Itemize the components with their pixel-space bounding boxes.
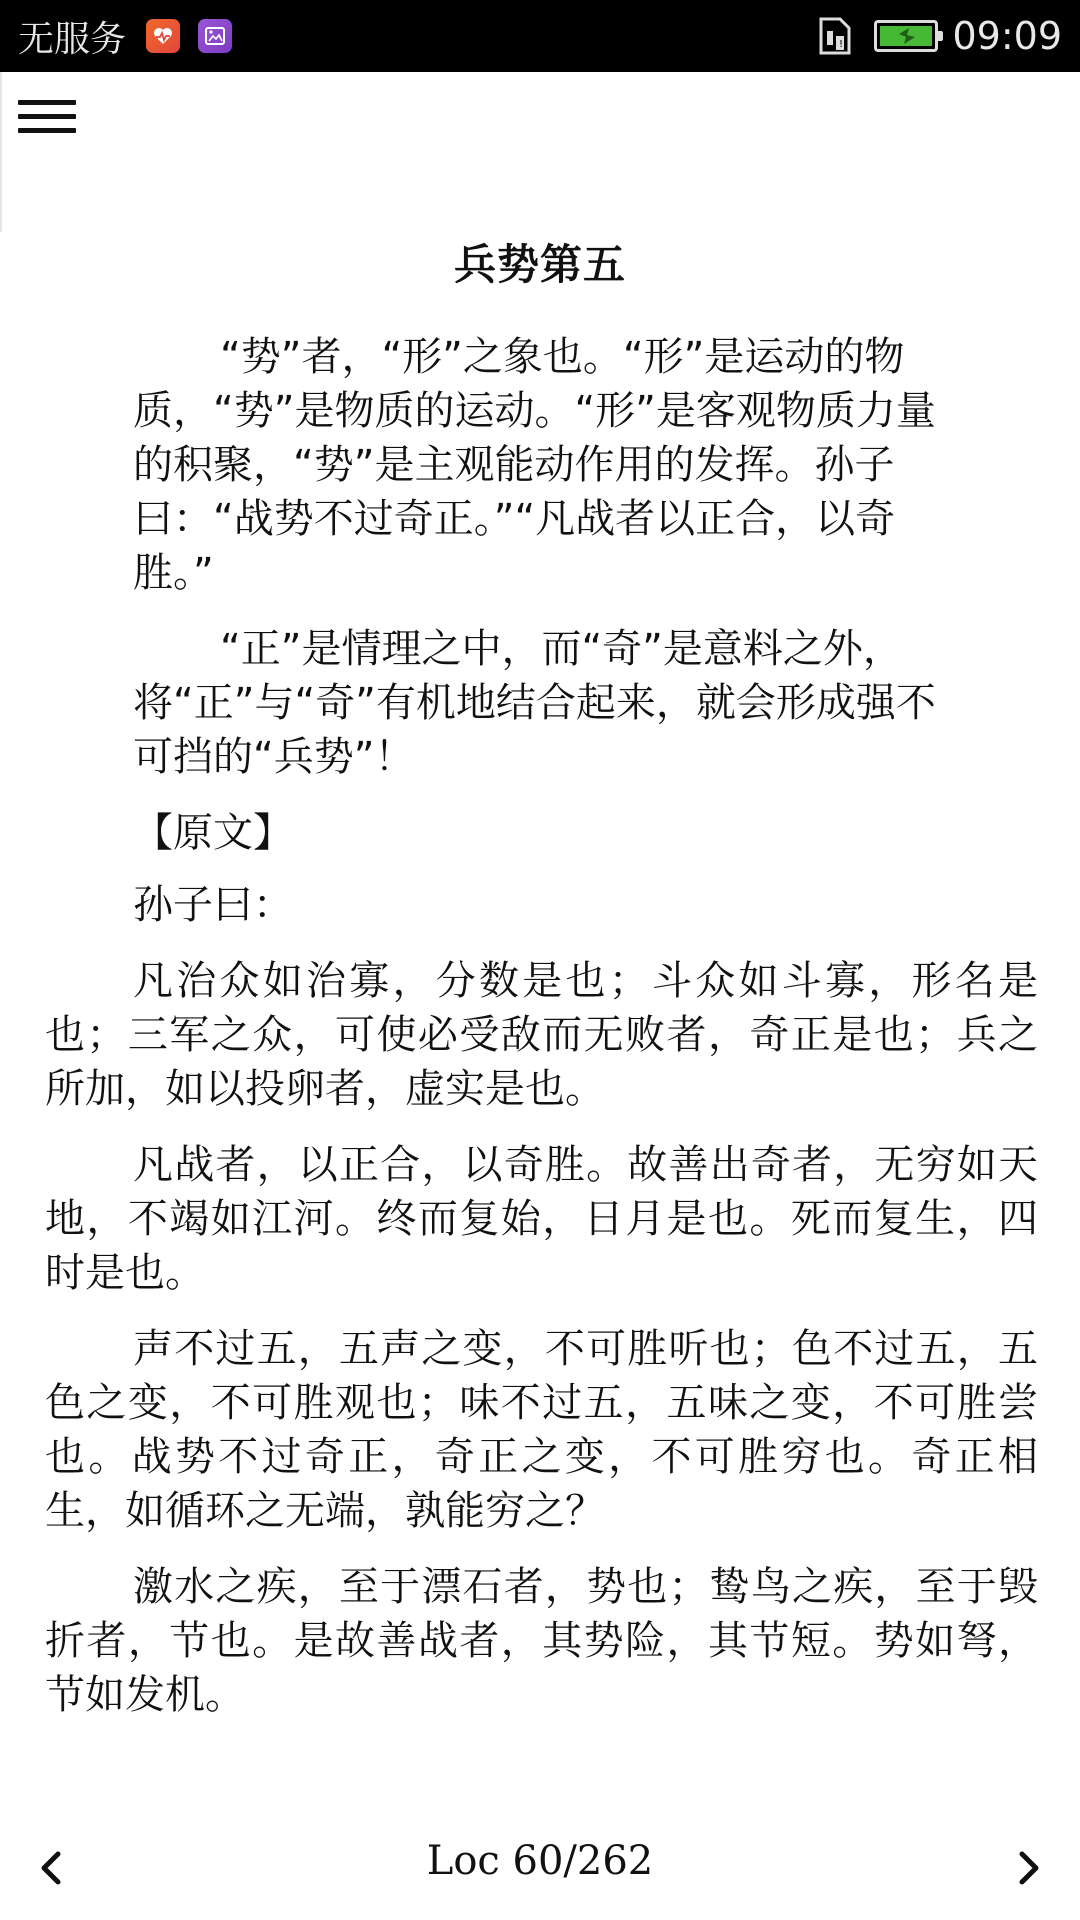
intro-paragraph-1: “势”者，“形”之象也。“形”是运动的物质，“势”是物质的运动。“形”是客观物质力量的积聚，“势”是主观能动作用的发挥。孙子曰：“战势不过奇正。”“凡战者以正合，以奇胜。” <box>133 334 936 596</box>
chapter-title: 兵势第五 <box>453 240 626 289</box>
chapter-intro <box>133 330 948 784</box>
original-text-label: 【原文】 <box>133 810 293 856</box>
status-bar <box>0 0 1080 72</box>
carrier-label: 无服务 <box>18 18 127 60</box>
text-paragraph-4: 激水之疾，至于漂石者，势也；鸷鸟之疾，至于毁折者，节也。是故善战者，其势险，其节短。势如弩，节如发机。 <box>45 1564 1038 1718</box>
next-page-icon[interactable] <box>1010 1848 1046 1888</box>
gallery-app-icon <box>198 19 232 53</box>
sim-card-icon <box>818 16 852 56</box>
text-paragraph-1: 凡治众如治寡，分数是也；斗众如斗寡，形名是也；三军之众，可使必受敌而无败者，奇正是也；兵之所加，如以投卵者，虚实是也。 <box>45 958 1038 1112</box>
intro-paragraph-2: “正”是情理之中，而“奇”是意料之外，将“正”与“奇”有机地结合起来，就会形成强不可挡的“兵势”！ <box>133 626 936 780</box>
battery-charging-icon <box>874 20 938 52</box>
health-app-icon <box>146 19 180 53</box>
reader-content <box>0 330 1080 1744</box>
text-paragraph-3: 声不过五，五声之变，不可胜听也；色不过五，五色之变，不可胜观也；味不过五，五味之变，不可胜尝也。战势不过奇正，奇正之变，不可胜穷也。奇正相生，如循环之无端，孰能穷之？ <box>45 1326 1038 1534</box>
location-indicator: Loc 60/262 <box>426 1838 654 1884</box>
menu-icon[interactable] <box>18 100 76 146</box>
drawer-edge-shadow <box>0 72 3 232</box>
svg-text:!: ! <box>839 39 844 50</box>
text-paragraph-2: 凡战者，以正合，以奇胜。故善出奇者，无穷如天地，不竭如江河。终而复始，日月是也。死而复生，四时是也。 <box>45 1142 1038 1296</box>
page-navigation-bar <box>0 1838 1080 1898</box>
speaker-line: 孙子曰： <box>133 882 293 928</box>
clock: 09:09 <box>952 14 1062 58</box>
